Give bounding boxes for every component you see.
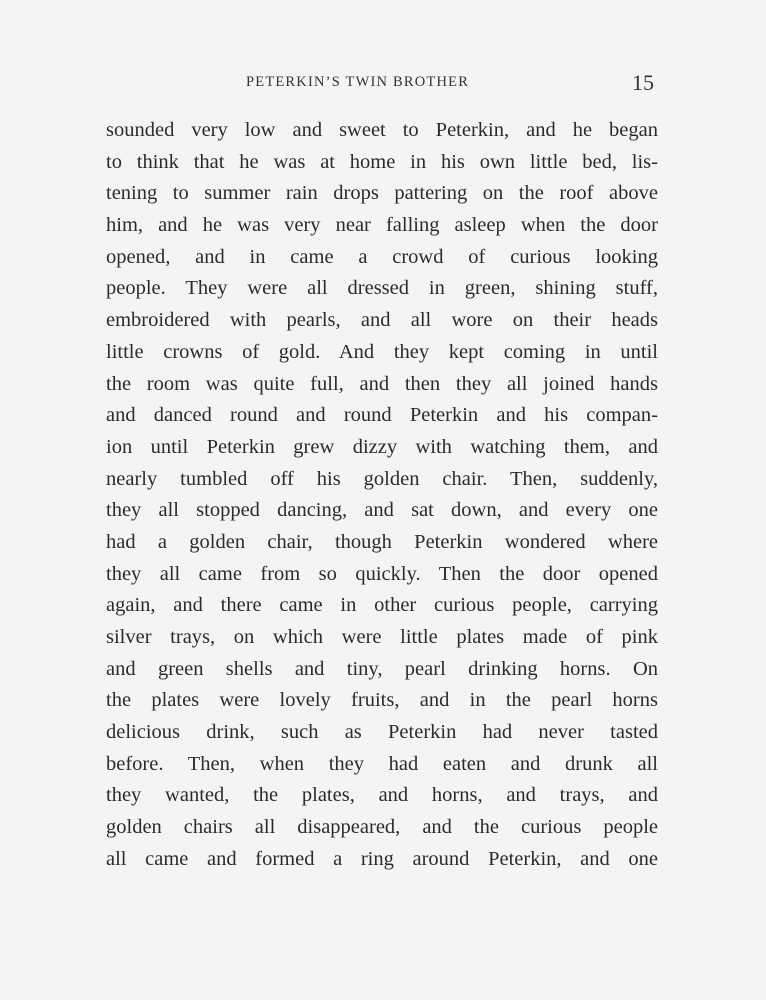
text-line: to think that he was at home in his own little bed, lis- (106, 150, 658, 173)
text-line: tening to summer rain drops pattering on the roof above (106, 182, 658, 205)
text-line: ion until Peterkin grew dizzy with watching them, and (106, 435, 658, 458)
running-head: PETERKIN’S TWIN BROTHER (246, 74, 470, 90)
text-line: sounded very low and sweet to Peterkin, and he began (106, 119, 658, 141)
text-line: the room was quite full, and then they all joined hands (106, 372, 658, 395)
text-line: again, and there came in other curious people, carrying (106, 594, 658, 617)
text-line: and green shells and tiny, pearl drinking horns. On (106, 657, 658, 680)
text-line: golden chairs all disappeared, and the curious people (106, 816, 658, 839)
text-line: before. Then, when they had eaten and drunk all (106, 752, 658, 775)
text-line: they wanted, the plates, and horns, and trays, and (106, 784, 658, 807)
body-text (106, 115, 658, 876)
page-number: 15 (632, 70, 654, 95)
text-line: opened, and in came a crowd of curious looking (106, 245, 658, 268)
text-line: they all stopped dancing, and sat down, and every one (106, 499, 658, 522)
text-line: the plates were lovely fruits, and in the pearl horns (106, 689, 658, 712)
text-line: and danced round and round Peterkin and his compan- (106, 404, 658, 427)
text-line: silver trays, on which were little plates made of pink (106, 626, 658, 648)
text-line: delicious drink, such as Peterkin had never tasted (106, 721, 658, 744)
text-line: embroidered with pearls, and all wore on their heads (106, 309, 658, 332)
text-line: they all came from so quickly. Then the door opened (106, 562, 658, 585)
text-line: little crowns of gold. And they kept coming in until (106, 340, 658, 363)
text-line: people. They were all dressed in green, shining stuff, (106, 277, 658, 300)
text-line: had a golden chair, though Peterkin wondered where (106, 530, 658, 553)
text-line: all came and formed a ring around Peterkin, and one (106, 847, 658, 870)
text-line: him, and he was very near falling asleep when the door (106, 214, 658, 237)
text-line: nearly tumbled off his golden chair. Then, suddenly, (106, 467, 658, 490)
